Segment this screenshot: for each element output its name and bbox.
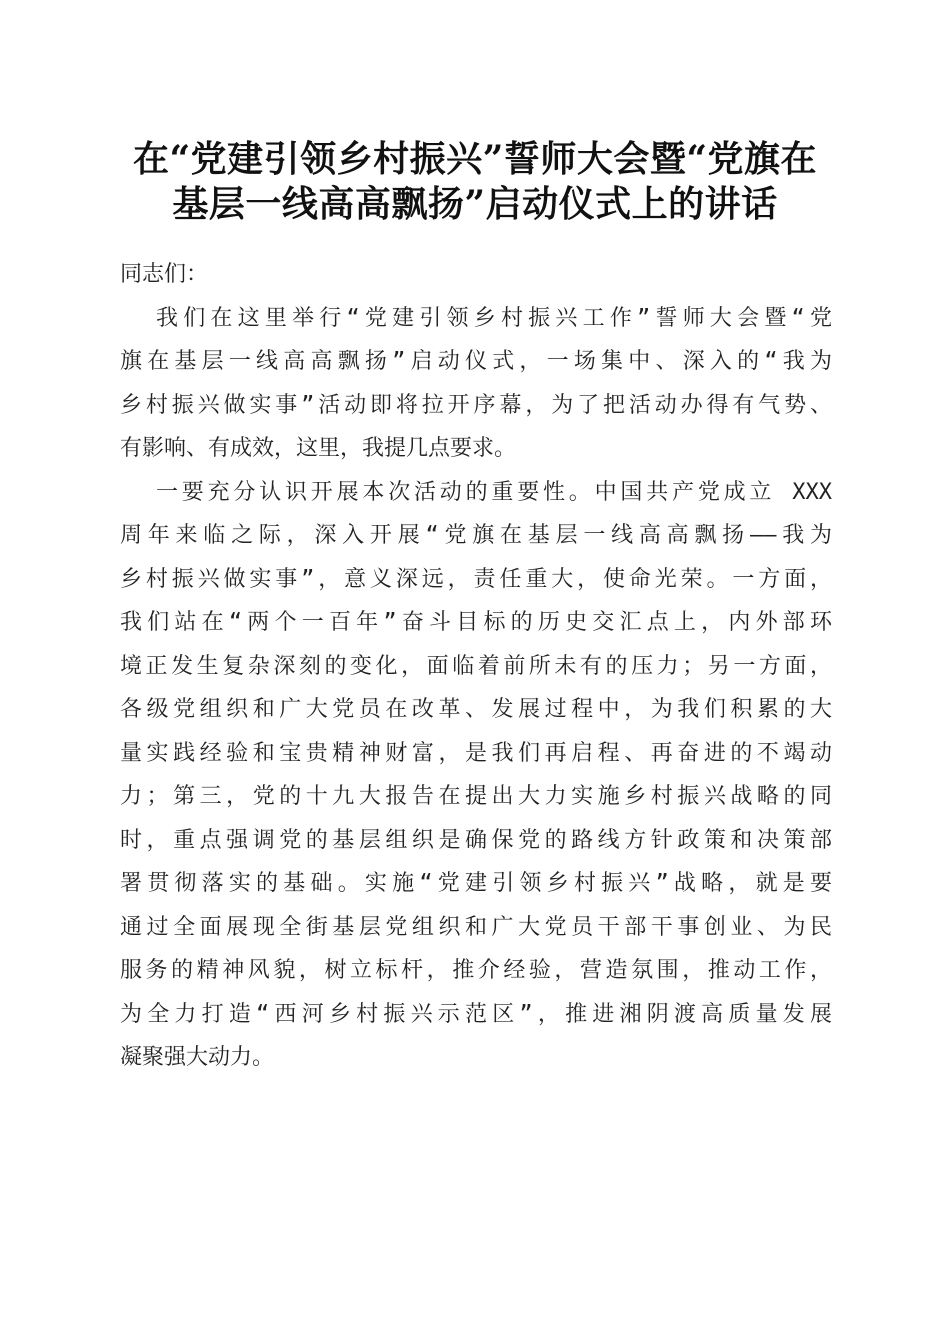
paragraph-line: 我们在这里举行“党建引领乡村振兴工作”誓师大会暨“党	[156, 305, 832, 331]
title-line-2: 基层一线高高飘扬”启动仪式上的讲话	[172, 183, 778, 225]
paragraph-line: 各级党组织和广大党员在改革、发展过程中，为我们积累的大	[120, 697, 832, 722]
paragraph-line: 周年来临之际，深入开展“党旗在基层一线高高飘扬——我为	[120, 523, 832, 548]
paragraph-line: 为全力打造“西河乡村振兴示范区”，推进湘阴渡高质量发展	[120, 1001, 832, 1027]
title-line-1: 在“党建引领乡村振兴”誓师大会暨“党旗在	[132, 138, 818, 180]
paragraph-line: 通过全面展现全街基层党组织和广大党员干部干事创业、为民	[120, 914, 832, 940]
paragraph-line: 境正发生复杂深刻的变化，面临着前所未有的压力；另一方面，	[120, 653, 832, 679]
paragraph-line: 服务的精神风貌，树立标杆，推介经验，营造氛围，推动工作，	[120, 958, 832, 983]
paragraph-line: 有影响、有成效，这里，我提几点要求。	[120, 436, 517, 461]
paragraph-line: 乡村振兴做实事”活动即将拉开序幕，为了把活动办得有气势、	[120, 392, 832, 418]
paragraph-line: 一要充分认识开展本次活动的重要性。中国共产党成立 XXX	[156, 479, 832, 505]
paragraph-line: 署贯彻落实的基础。实施“党建引领乡村振兴”战略，就是要	[120, 871, 832, 896]
document-body	[120, 253, 832, 1080]
paragraph-line: 我们站在“两个一百年”奋斗目标的历史交汇点上，内外部环	[120, 610, 832, 635]
paragraph-2	[120, 471, 832, 1080]
paragraph-line: 凝聚强大动力。	[120, 1045, 275, 1070]
paragraph-1	[120, 297, 832, 471]
salutation: 同志们：	[120, 262, 209, 287]
paragraph-line: 乡村振兴做实事”，意义深远，责任重大，使命光荣。一方面，	[120, 566, 832, 592]
paragraph-line: 力；第三，党的十九大报告在提出大力实施乡村振兴战略的同	[120, 784, 832, 809]
document-title	[80, 137, 870, 227]
paragraph-line: 量实践经验和宝贵精神财富，是我们再启程、再奋进的不竭动	[120, 740, 832, 766]
paragraph-line: 时，重点强调党的基层组织是确保党的路线方针政策和决策部	[120, 827, 832, 853]
paragraph-line: 旗在基层一线高高飘扬”启动仪式，一场集中、深入的“我为	[120, 349, 832, 374]
